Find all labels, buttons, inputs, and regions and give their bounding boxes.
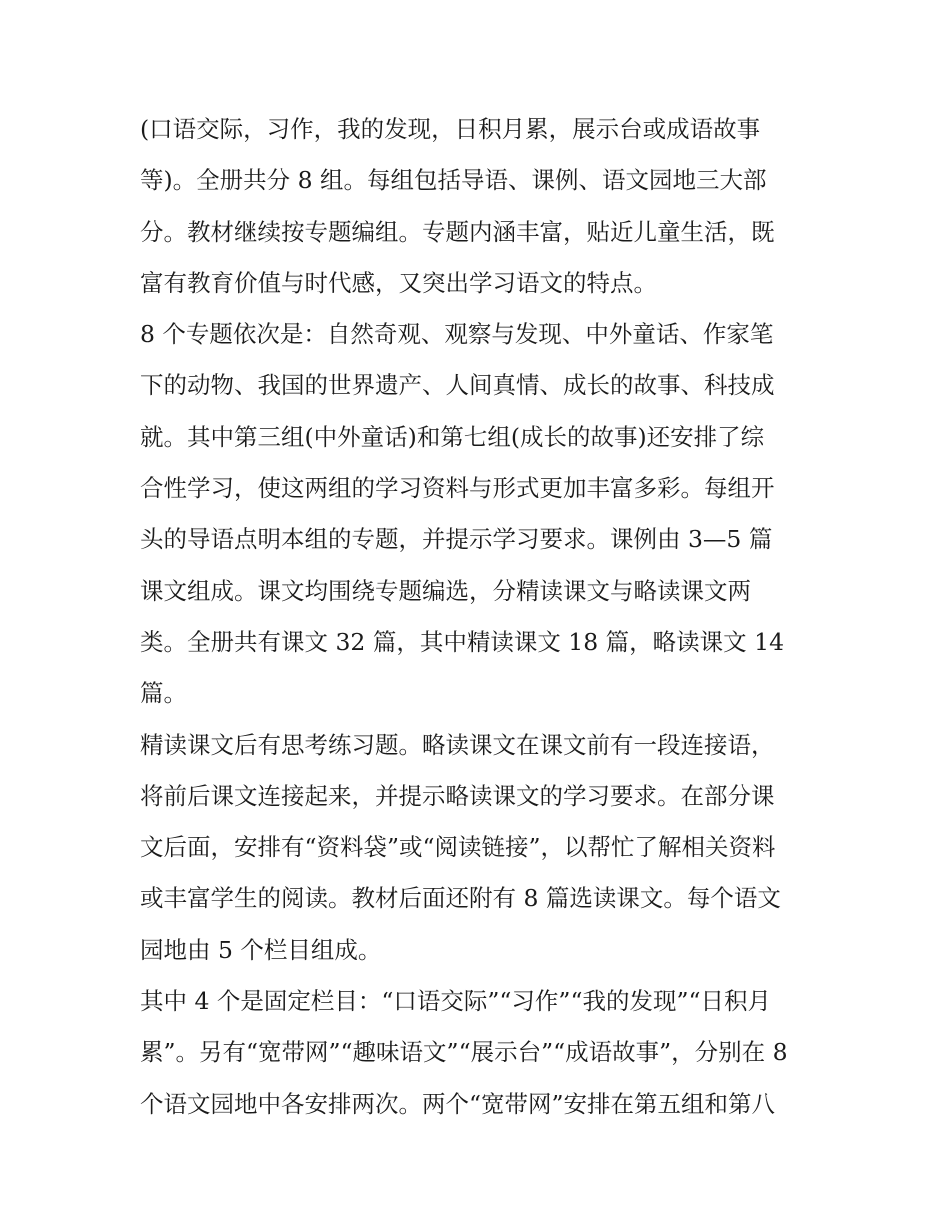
text-line: 精读课文后有思考练习题。略读课文在课文前有一段连接语， bbox=[140, 730, 775, 759]
text-line: 下的动物、我国的世界遗产、人间真情、成长的故事、科技成 bbox=[140, 371, 775, 400]
text-line: 合性学习，使这两组的学习资料与形式更加丰富多彩。每组开 bbox=[140, 474, 775, 503]
text-line: 其中 4 个是固定栏目：“口语交际”“习作”“我的发现”“日积月 bbox=[140, 987, 771, 1016]
document-body bbox=[140, 104, 812, 1130]
text-line: 就。其中第三组(中外童话)和第七组(成长的故事)还安排了综 bbox=[140, 422, 765, 451]
text-line: 等)。全册共分 8 组。每组包括导语、课例、语文园地三大部 bbox=[140, 166, 767, 195]
text-line: 类。全册共有课文 32 篇，其中精读课文 18 篇，略读课文 14 bbox=[140, 627, 785, 656]
text-line: 园地由 5 个栏目组成。 bbox=[140, 935, 382, 964]
text-line: 篇。 bbox=[140, 679, 187, 708]
text-line: 分。教材继续按专题编组。专题内涵丰富，贴近儿童生活，既 bbox=[140, 217, 775, 246]
text-line: 文后面，安排有“资料袋”或“阅读链接”，以帮忙了解相关资料 bbox=[140, 833, 776, 862]
text-line: 8 个专题依次是：自然奇观、观察与发现、中外童话、作家笔 bbox=[140, 320, 774, 349]
text-line: 个语文园地中各安排两次。两个“宽带网”安排在第五组和第八 bbox=[140, 1089, 776, 1118]
text-line: 富有教育价值与时代感，又突出学习语文的特点。 bbox=[140, 268, 657, 297]
text-line: 课文组成。课文均围绕专题编选，分精读课文与略读课文两 bbox=[140, 576, 751, 605]
text-line: 将前后课文连接起来，并提示略读课文的学习要求。在部分课 bbox=[140, 781, 775, 810]
text-line: (口语交际，习作，我的发现，日积月累，展示台或成语故事 bbox=[140, 115, 761, 143]
text-line: 累”。另有“宽带网”“趣味语文”“展示台”“成语故事”，分别在 8 bbox=[140, 1038, 788, 1067]
text-line: 或丰富学生的阅读。教材后面还附有 8 篇选读课文。每个语文 bbox=[140, 884, 781, 913]
text-line: 头的导语点明本组的专题，并提示学习要求。课例由 3—5 篇 bbox=[140, 525, 773, 554]
